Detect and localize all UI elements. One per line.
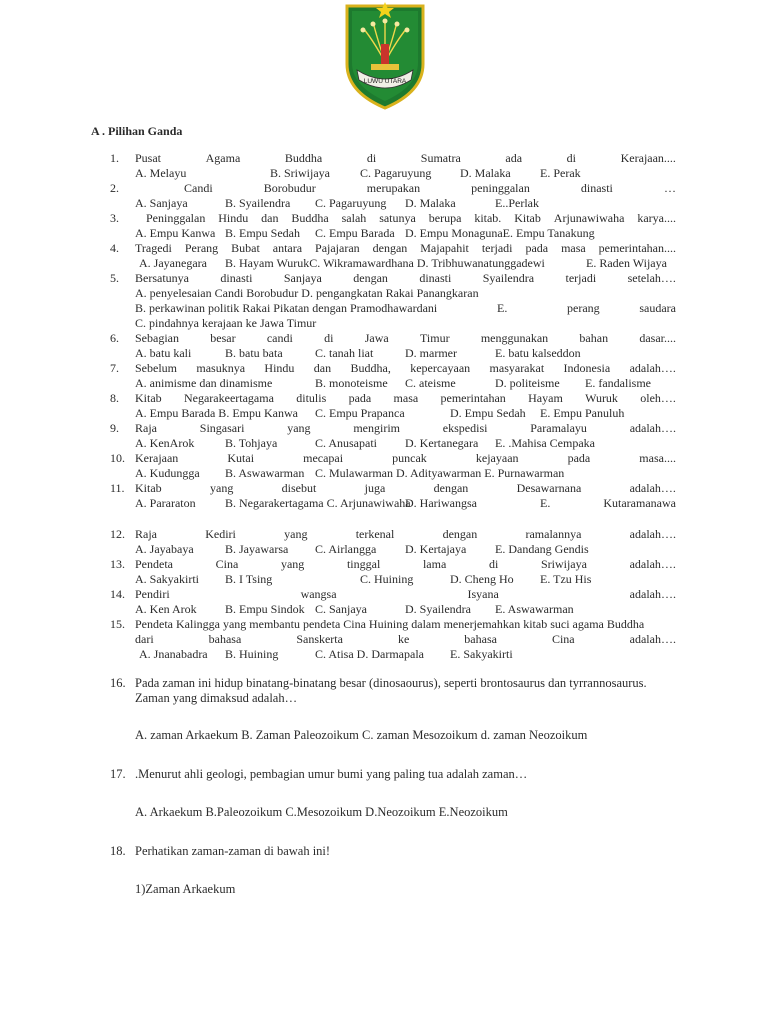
question-number: 18. xyxy=(110,844,126,858)
question-text: Zaman yang dimaksud adalah… xyxy=(135,691,298,705)
question-number: 14. xyxy=(110,587,125,601)
question-number: 2. xyxy=(110,181,119,195)
question-options: A. batu kali B. batu bata C. tanah liat D. marmer E. batu kalseddon xyxy=(135,346,581,360)
question-text: Candi Borobudur merupakan peninggalan dinasti … xyxy=(184,181,676,195)
question-number: 3. xyxy=(110,211,119,225)
question-number: 10. xyxy=(110,451,125,465)
emblem-banner-text: LUWU UTARA xyxy=(363,78,407,85)
luwu-utara-emblem xyxy=(343,0,427,110)
question-number: 12. xyxy=(110,527,125,541)
question-options: A. Melayu B. Sriwijaya C. Pagaruyung D. Malaka E. Perak xyxy=(135,166,581,180)
question-text: Sebelum masuknya Hindu dan Buddha, kepercayaan masyarakat Indonesia adalah…. xyxy=(135,361,676,375)
question-options: A. Empu Barada B. Empu Kanwa C. Empu Prapanca D. Empu Sedah E. Empu Panuluh xyxy=(135,406,625,420)
question-text: Kitab Negarakeertagama ditulis pada masa pemerintahan Hayam Wuruk oleh…. xyxy=(135,391,676,405)
question-number: 11. xyxy=(110,481,125,495)
question-number: 1. xyxy=(110,151,119,165)
question-text: Pusat Agama Buddha di Sumatra ada di Kerajaan.... xyxy=(135,151,676,165)
question-text: Sebagian besar candi di Jawa Timur menggunakan bahan dasar.... xyxy=(135,331,676,345)
question-answer-options: A. Arkaekum B.Paleozoikum C.Mesozoikum D.Neozoikum E.Neozoikum xyxy=(135,805,508,819)
question-number: 9. xyxy=(110,421,119,435)
question-options: A. Sakyakirti B. I Tsing C. Huining D. Cheng Ho E. Tzu His xyxy=(135,572,592,586)
question-text: dari bahasa Sanskerta ke bahasa Cina adalah…. xyxy=(135,632,676,646)
question-text: Raja Singasari yang mengirim ekspedisi Paramalayu adalah…. xyxy=(135,421,676,435)
question-number: 17. xyxy=(110,767,126,781)
question-text: Kitab yang disebut juga dengan Desawarnana adalah…. xyxy=(135,481,676,495)
question-options: A. Sanjaya B. Syailendra C. Pagaruyung D. Malaka E..Perlak xyxy=(135,196,539,210)
question-number: 15. xyxy=(110,617,125,631)
question-text: Tragedi Perang Bubat antara Pajajaran dengan Majapahit terjadi pada masa pemerintahan.... xyxy=(135,241,676,255)
question-number: 7. xyxy=(110,361,119,375)
question-text: Pendiri wangsa Isyana adalah…. xyxy=(135,587,676,601)
question-options: A. Jayanegara B. Hayam WurukC. Wikramawardhana D. Tribhuwanatunggadewi E. Raden Wijaya xyxy=(139,256,667,270)
question-options: A. Ken Arok B. Empu Sindok C. Sanjaya D. Syailendra E. Aswawarman xyxy=(135,602,574,616)
list-item: 1)Zaman Arkaekum xyxy=(135,882,236,896)
question-options: B. perkawinan politik Rakai Pikatan dengan Pramodhawardani E. perang saudara xyxy=(135,301,676,315)
question-text: Bersatunya dinasti Sanjaya dengan dinasti Syailendra terjadi setelah…. xyxy=(135,271,676,285)
question-options: A. animisme dan dinamisme B. monoteisme C. ateisme D. politeisme E. fandalisme xyxy=(135,376,651,390)
question-text: Peninggalan Hindu dan Buddha salah satunya berupa kitab. Kitab Arjunawiwaha karya.... xyxy=(146,211,676,225)
question-text: Kerajaan Kutai mecapai puncak kejayaan pada masa.... xyxy=(135,451,676,465)
question-text: Raja Kediri yang terkenal dengan ramalannya adalah…. xyxy=(135,527,676,541)
question-options: A. Jnanabadra B. Huining C. Atisa D. Darmapala E. Sakyakirti xyxy=(139,647,513,661)
question-number: 4. xyxy=(110,241,119,255)
section-heading: A . Pilihan Ganda xyxy=(91,124,183,138)
question-options: A. penyelesaian Candi Borobudur D. pengangkatan Rakai Panangkaran xyxy=(135,286,479,300)
question-text: Perhatikan zaman-zaman di bawah ini! xyxy=(135,844,331,858)
question-number: 6. xyxy=(110,331,119,345)
question-number: 13. xyxy=(110,557,125,571)
question-text: Pendeta Cina yang tinggal lama di Sriwijaya adalah…. xyxy=(135,557,676,571)
question-answer-options: A. zaman Arkaekum B. Zaman Paleozoikum C. zaman Mesozoikum d. zaman Neozoikum xyxy=(135,728,588,742)
question-number: 16. xyxy=(110,676,126,690)
question-number: 5. xyxy=(110,271,119,285)
question-options: A. Kudungga B. Aswawarman C. Mulawarman D. Adityawarman E. Purnawarman xyxy=(135,466,565,480)
question-text: Pada zaman ini hidup binatang-binatang besar (dinosaourus), seperti brontosaurus dan tyrrannosaurus. xyxy=(135,676,647,690)
question-options: C. pindahnya kerajaan ke Jawa Timur xyxy=(135,316,317,330)
question-options: A. Jayabaya B. Jayawarsa C. Airlangga D. Kertajaya E. Dandang Gendis xyxy=(135,542,589,556)
question-options: A. Empu Kanwa B. Empu Sedah C. Empu Barada D. Empu MonagunaE. Empu Tanakung xyxy=(135,226,595,240)
emblem-base xyxy=(371,64,399,70)
question-number: 8. xyxy=(110,391,119,405)
question-options: A. KenArok B. Tohjaya C. Anusapati D. Kertanegara E. .Mahisa Cempaka xyxy=(135,436,595,450)
question-text: Pendeta Kalingga yang membantu pendeta Cina Huining dalam menerjemahkan kitab suci agama Buddha xyxy=(135,617,645,631)
question-options: A. Pararaton B. Negarakertagama C. Arjunawiwaha D. Hariwangsa E. Kutaramanawa xyxy=(135,496,676,510)
question-text: .Menurut ahli geologi, pembagian umur bumi yang paling tua adalah zaman… xyxy=(135,767,528,781)
